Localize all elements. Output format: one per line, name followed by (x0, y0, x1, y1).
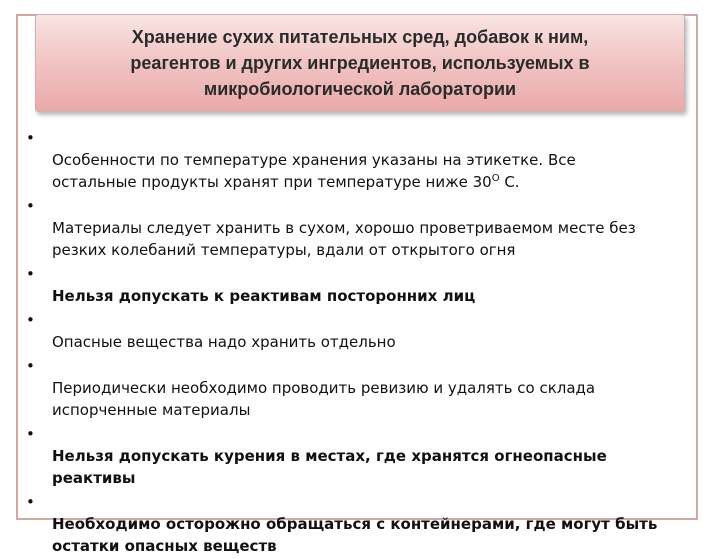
bullet-text-6: Нельзя допускать курения в местах, где хранятся огнеопасные реактивы (52, 447, 607, 487)
slide-title: Хранение сухих питательных сред, добавок к ним, реагентов и других ингредиентов, используемых в микробиологической лаборатории (130, 27, 590, 99)
bullet-text-5: Периодически необходимо проводить ревизию и удалять со склада испорченные материалы (52, 379, 596, 419)
bullet-list (26, 127, 690, 559)
bullet-item-1 (26, 127, 690, 193)
bullet-text-1a: Особенности по температуре хранения указаны на этикетке. Все остальные продукты хранят при температуре ниже 30 (52, 151, 576, 191)
bullet-item-6 (26, 423, 690, 489)
bullet-text-3: Нельзя допускать к реактивам посторонних лиц (52, 287, 476, 305)
bullet-marker: • (26, 129, 35, 147)
bullet-item-7 (26, 491, 690, 557)
bullet-item-5 (26, 355, 690, 421)
title-box (35, 14, 685, 112)
bullet-text-1b: С. (499, 173, 520, 191)
bullet-item-4 (26, 309, 690, 353)
bullet-text-7: Необходимо осторожно обращаться с контейнерами, где могут быть остатки опасных веществ (52, 515, 658, 555)
bullet-marker: • (26, 493, 35, 511)
bullet-text-4: Опасные вещества надо хранить отдельно (52, 333, 396, 351)
degree-superscript: О (491, 173, 500, 184)
bullet-marker: • (26, 425, 35, 443)
bullet-item-3 (26, 263, 690, 307)
bullet-item-2 (26, 195, 690, 261)
bullet-marker: • (26, 357, 35, 375)
bullet-marker: • (26, 311, 35, 329)
bullet-marker: • (26, 197, 35, 215)
bullet-text-2: Материалы следует хранить в сухом, хорошо проветриваемом месте без резких колебаний температуры, вдали от открытого огня (52, 219, 636, 259)
bullet-marker: • (26, 265, 35, 283)
